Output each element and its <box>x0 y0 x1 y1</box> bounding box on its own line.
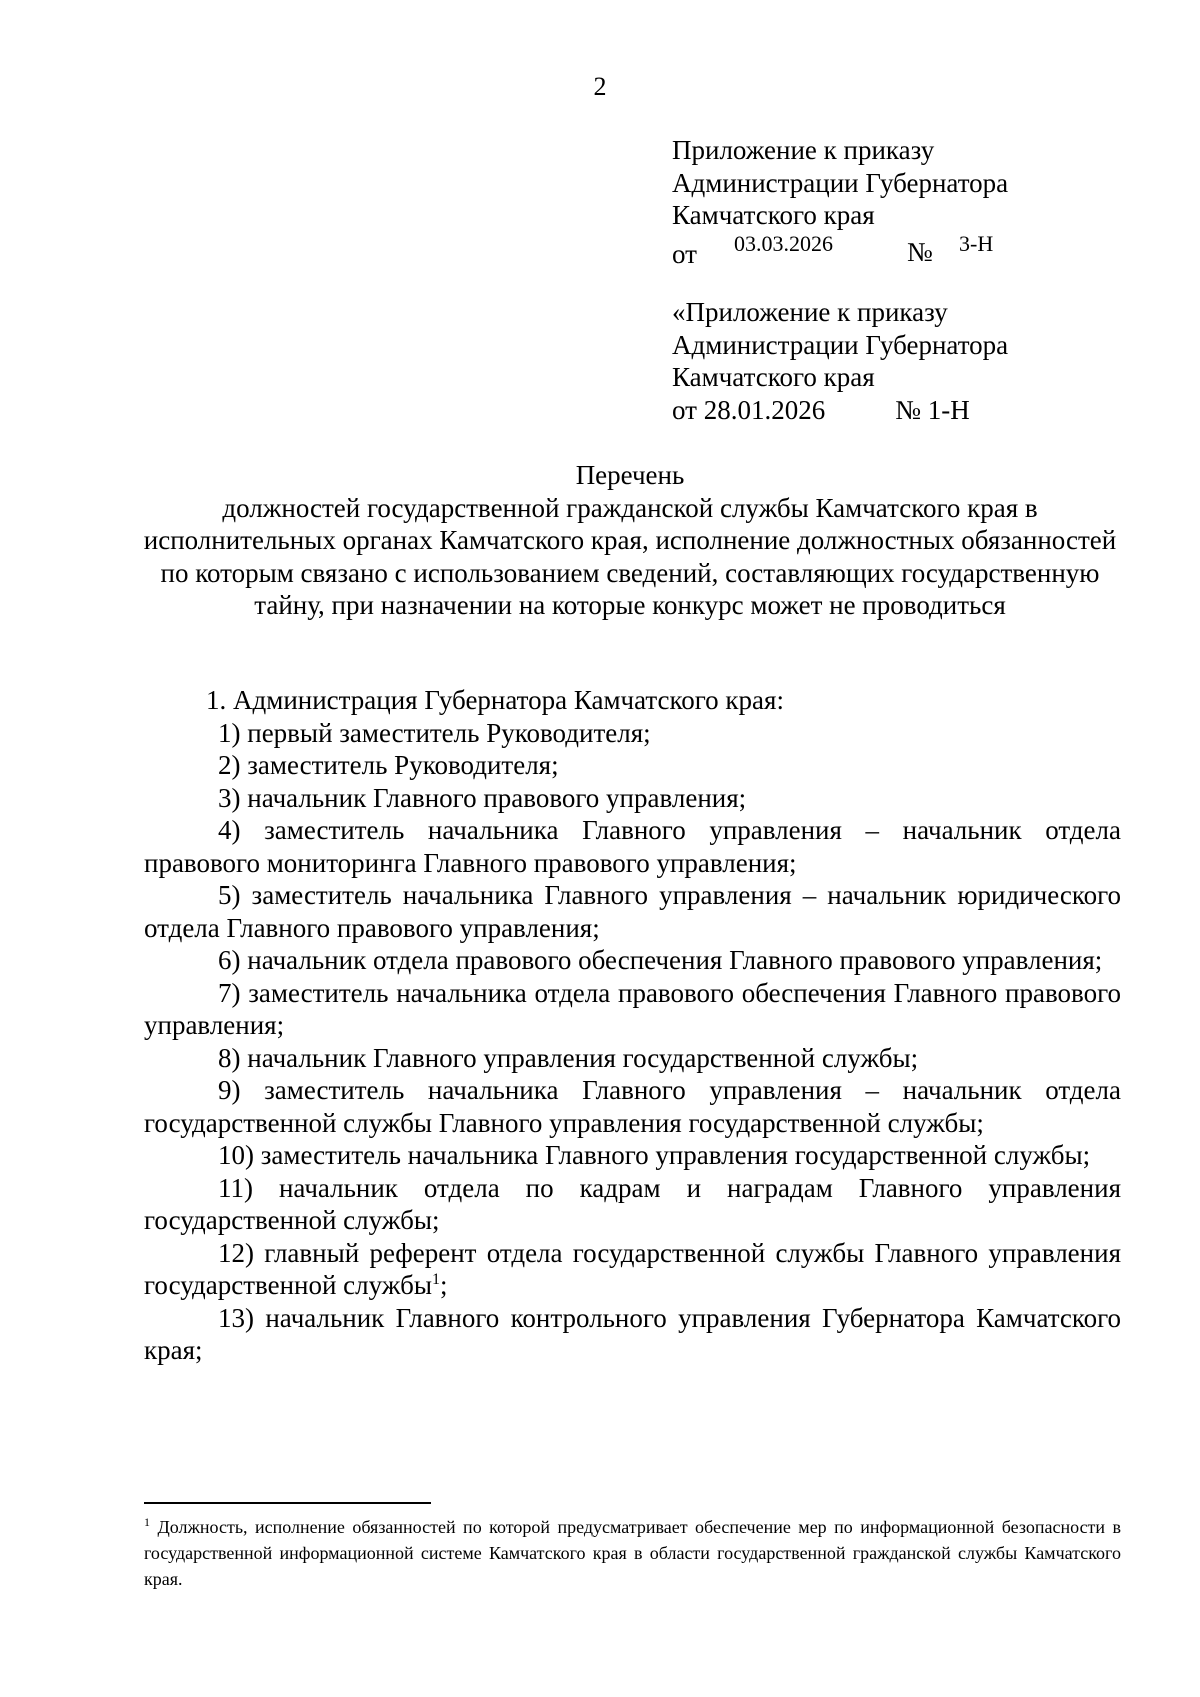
ot-label: от <box>672 238 697 269</box>
section-heading: 1. Администрация Губернатора Камчатского края: <box>206 685 784 715</box>
appendix-original-block <box>672 296 1008 426</box>
appendix-original-line2: Администрации Губернатора <box>672 329 1009 360</box>
page-number: 2 <box>593 72 607 101</box>
appendix-current-date-row <box>672 230 1008 269</box>
appendix-original-line3: Камчатского края <box>672 362 875 392</box>
footnote-reference[interactable]: 1 <box>431 1271 440 1288</box>
list-item: 7) заместитель начальника отдела правового обеспечения Главного правового управления; <box>144 977 1121 1040</box>
title-body: должностей государственной гражданской службы Камчатского края в исполнительных органах Камчатского края, исполнение должностных обязанностей по которым связано с использованием сведений, составляющих государственную тайну, при назначении на которые конкурс может не проводиться <box>143 492 1117 620</box>
appendix-original-line1: «Приложение к приказу <box>672 297 948 327</box>
list-item-text: 12) главный референт отдела государственной службы Главного управления государственной службы <box>144 1237 1121 1300</box>
list-item: 2) заместитель Руководителя; <box>218 750 559 780</box>
number-sign: № <box>907 236 933 267</box>
list-item: 9) заместитель начальника Главного управления – начальник отдела государственной службы Главного управления государственной службы; <box>144 1075 1121 1138</box>
list-item: 4) заместитель начальника Главного управления – начальник отдела правового мониторинга Главного правового управления; <box>144 815 1121 878</box>
list-item: 5) заместитель начальника Главного управления – начальник юридического отдела Главного правового управления; <box>144 880 1121 943</box>
footnote-text: Должность, исполнение обязанностей по которой предусматривает обеспечение мер по информационной безопасности в государственной информационной системе Камчатского края в области государственной гражданской службы Камчатского края. <box>144 1517 1122 1589</box>
footnote-marker: 1 <box>144 1515 150 1529</box>
positions-list <box>144 684 1121 1367</box>
footnote-separator <box>144 1502 431 1504</box>
list-item: 1) первый заместитель Руководителя; <box>218 717 651 748</box>
appendix-original-date-row <box>672 394 1008 427</box>
list-item: 3) начальник Главного правового управления; <box>218 782 747 813</box>
appendix-current-line2: Администрации Губернатора <box>672 167 1009 198</box>
list-item: 13) начальник Главного контрольного управления Губернатора Камчатского края; <box>144 1302 1121 1365</box>
list-item-with-footnote <box>144 1237 1121 1302</box>
order-date: 03.03.2026 <box>734 230 833 256</box>
original-order-date: от 28.01.2026 <box>672 394 826 425</box>
document-title <box>140 459 1120 622</box>
list-item: 11) начальник отдела по кадрам и наградам Главного управления государственной службы; <box>144 1172 1121 1235</box>
title-heading: Перечень <box>575 460 685 490</box>
appendix-current-block <box>672 134 1009 269</box>
footnote <box>144 1514 1121 1592</box>
list-item: 10) заместитель начальника Главного управления государственной службы; <box>218 1140 1091 1170</box>
order-number: 3-Н <box>959 230 994 256</box>
original-order-number: № 1-Н <box>895 394 970 425</box>
appendix-current-line3: Камчатского края <box>672 200 875 230</box>
list-item-suffix: ; <box>439 1270 448 1300</box>
list-item: 6) начальник отдела правового обеспечения Главного правового управления; <box>218 945 1103 975</box>
appendix-current-line1: Приложение к приказу <box>672 135 935 165</box>
list-item: 8) начальник Главного управления государственной службы; <box>218 1042 919 1073</box>
